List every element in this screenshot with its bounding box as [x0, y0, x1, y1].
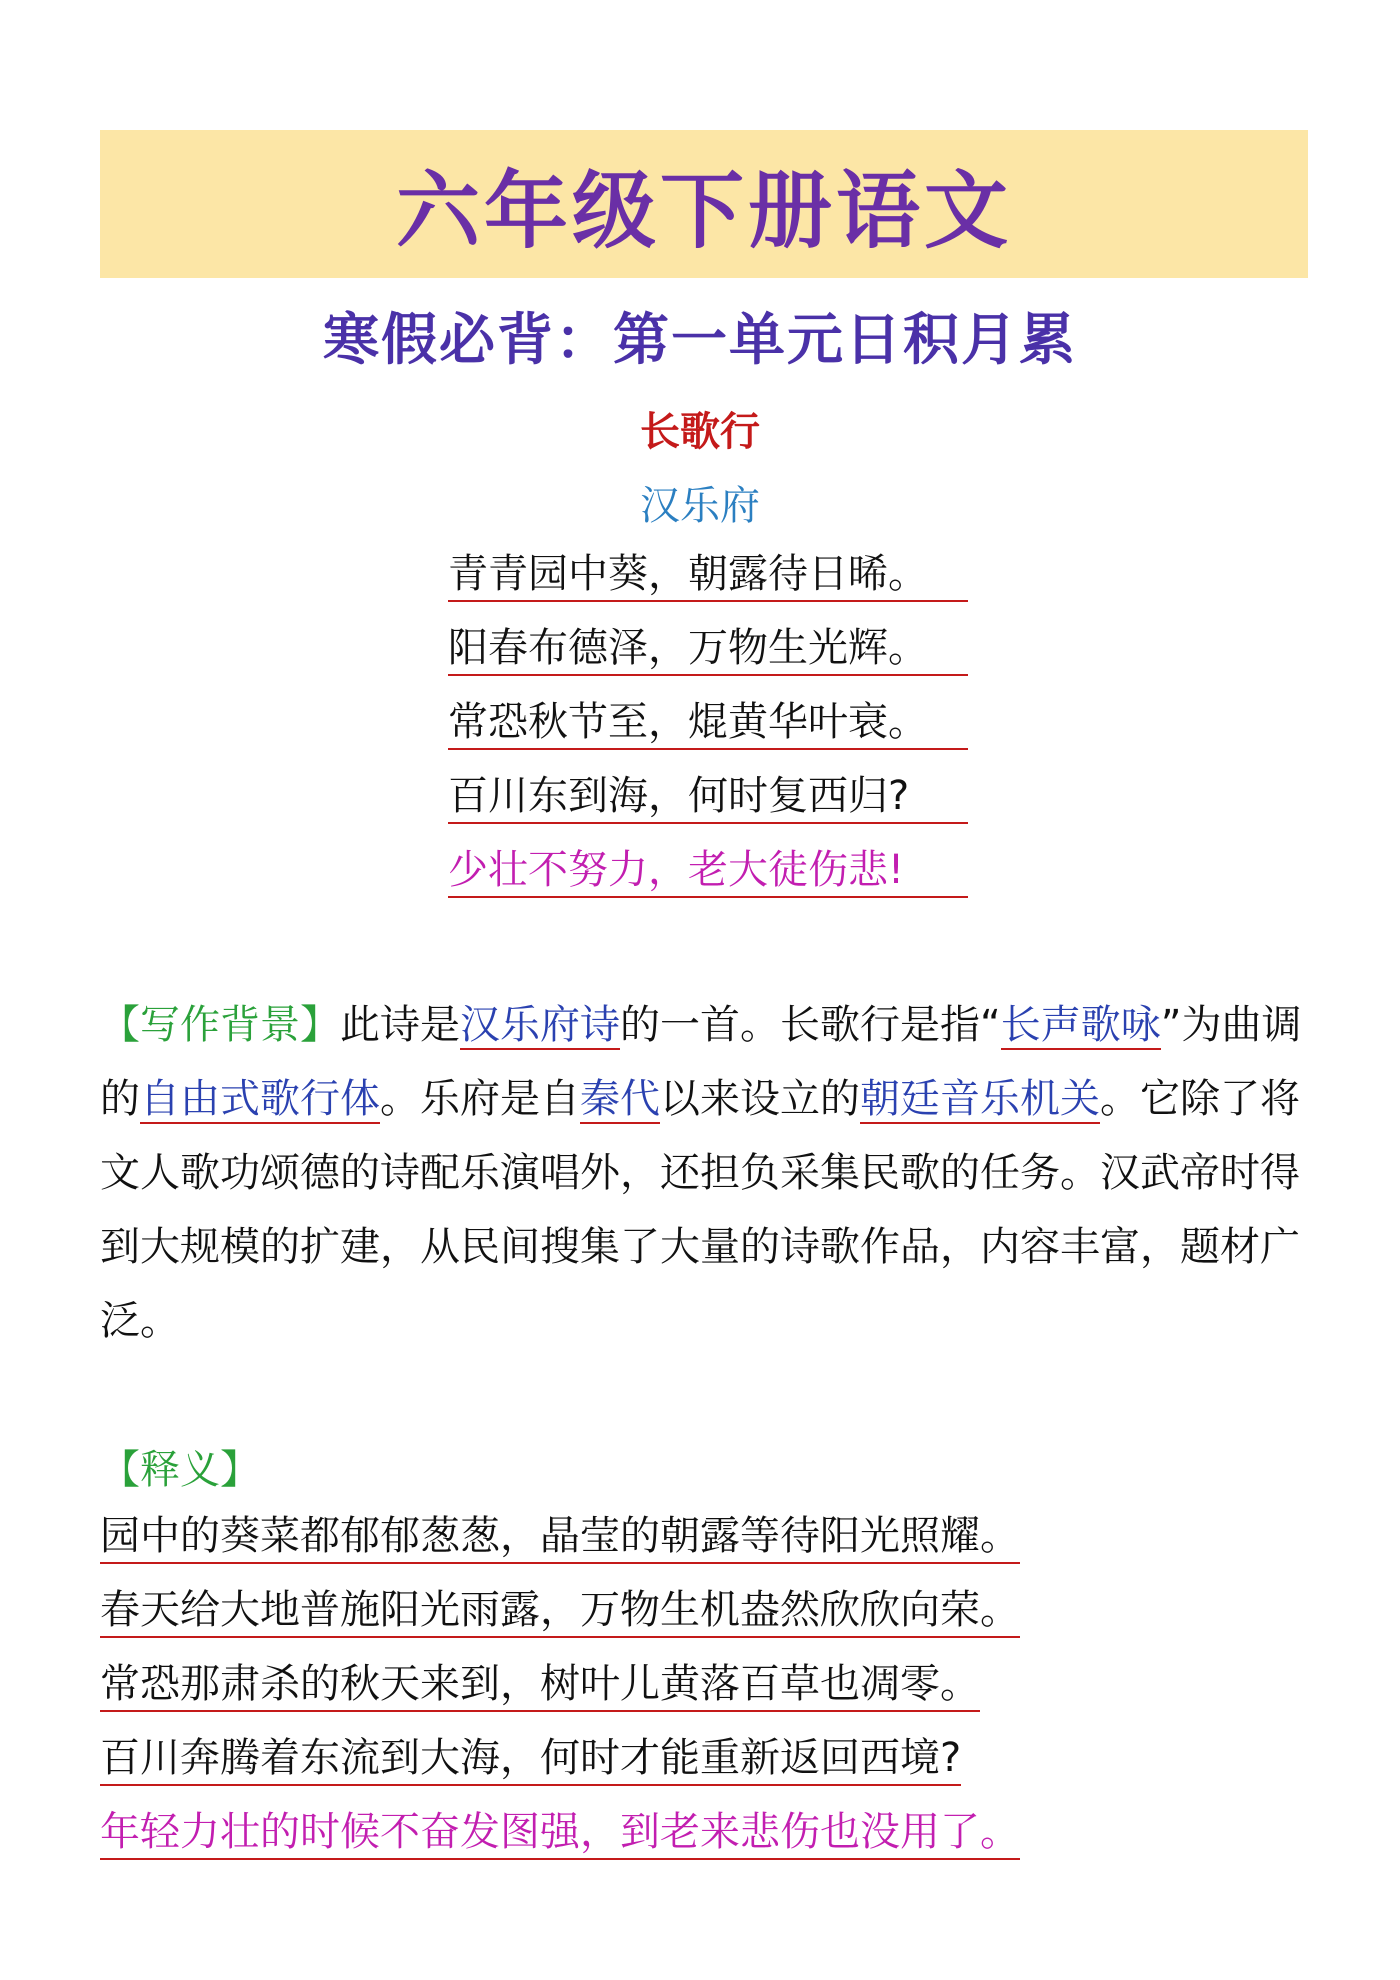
title-banner	[100, 130, 1308, 278]
background-text: 以来设立的	[660, 1076, 860, 1122]
poem-title: 长歌行	[640, 409, 760, 455]
keyword: 自由式歌行体	[140, 1076, 380, 1122]
poem-line: 百川东到海，何时复西归?	[448, 770, 968, 824]
poem-line: 青青园中葵，朝露待日晞。	[448, 548, 968, 602]
meaning-line: 春天给大地普施阳光雨露，万物生机盎然欣欣向荣。	[100, 1584, 1020, 1638]
background-text: 。乐府是自	[380, 1076, 580, 1122]
page-title: 六年级下册语文	[395, 161, 1012, 260]
poem-body	[448, 548, 968, 918]
meaning-line: 园中的葵菜都郁郁葱葱，晶莹的朝露等待阳光照耀。	[100, 1510, 1020, 1564]
writing-background	[100, 988, 1320, 1358]
meaning-line: 常恐那肃杀的秋天来到，树叶儿黄落百草也凋零。	[100, 1658, 980, 1712]
background-text: ”为曲调的	[100, 1002, 1302, 1122]
page-subtitle: 寒假必背：第一单元日积月累	[323, 308, 1077, 373]
keyword: 长声歌咏	[1000, 1002, 1161, 1048]
poem-line: 阳春布德泽，万物生光辉。	[448, 622, 968, 676]
keyword: 汉乐府诗	[460, 1002, 620, 1048]
meaning-line: 百川奔腾着东流到大海，何时才能重新返回西境?	[100, 1732, 961, 1786]
keyword: 朝廷音乐机关	[860, 1076, 1100, 1122]
poem-line: 常恐秋节至，焜黄华叶衰。	[448, 696, 968, 750]
poem-author: 汉乐府	[640, 483, 760, 529]
background-text: 的一首。长歌行是指“	[620, 1002, 1001, 1048]
background-text: 。它除了将文人歌功颂德的诗配乐演唱外，还担负采集民歌的任务。汉武帝时得到大规模的扩建，从民间搜集了大量的诗歌作品，内容丰富，题材广泛。	[100, 1076, 1300, 1344]
meaning-line-highlight: 年轻力壮的时候不奋发图强，到老来悲伤也没用了。	[100, 1806, 1020, 1860]
keyword: 秦代	[580, 1076, 660, 1122]
meaning-body	[100, 1510, 1320, 1880]
background-text: 此诗是	[340, 1002, 460, 1048]
meaning-label: 【释义】	[100, 1447, 260, 1493]
poem-line-highlight: 少壮不努力，老大徒伤悲!	[448, 844, 968, 898]
background-label: 【写作背景】	[100, 1002, 340, 1048]
